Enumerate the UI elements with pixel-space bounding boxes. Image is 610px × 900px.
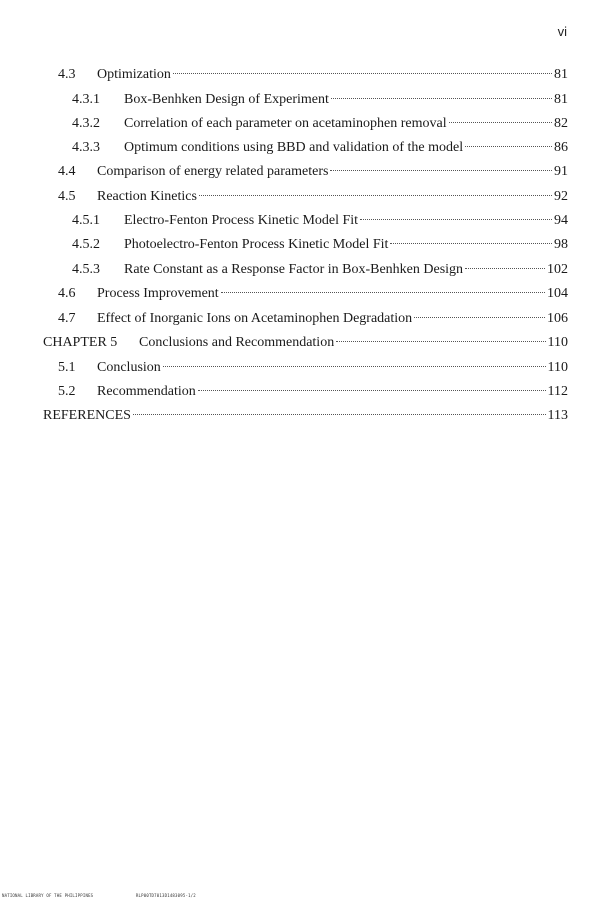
- footer-library-name: NATIONAL LIBRARY OF THE PHILIPPINES: [2, 893, 94, 898]
- footer-document-id: RLP00TD7013D1483095-1/2: [135, 893, 196, 898]
- toc-entry-number: 4.3.1: [72, 92, 100, 107]
- toc-entry-title: Box-Benhken Design of Experiment: [124, 92, 329, 107]
- library-footer: [2, 893, 236, 898]
- toc-entry-title: Photoelectro-Fenton Process Kinetic Model Fit: [124, 237, 389, 252]
- toc-entry-title: Optimization: [97, 67, 171, 82]
- dot-leader: [221, 292, 545, 293]
- toc-entry-page: 91: [554, 164, 568, 179]
- toc-entry-page: 82: [554, 116, 568, 131]
- toc-entry-4-3-3[interactable]: [72, 138, 568, 158]
- dot-leader: [465, 146, 552, 147]
- toc-entry-title: Conclusions and Recommendation: [139, 335, 335, 350]
- toc-entry-title: Process Improvement: [97, 286, 219, 301]
- toc-entry-5-2[interactable]: [58, 382, 568, 402]
- toc-entry-page: 112: [547, 384, 568, 399]
- toc-entry-number: 4.5.3: [72, 262, 100, 277]
- toc-entry-4-4[interactable]: [58, 162, 568, 182]
- toc-entry-title: Effect of Inorganic Ions on Acetaminophen Degradation: [97, 311, 413, 326]
- dot-leader: [330, 170, 552, 171]
- toc-entry-4-5-2[interactable]: [72, 235, 568, 255]
- toc-entry-page: 92: [554, 189, 568, 204]
- dot-leader: [465, 268, 545, 269]
- dot-leader: [414, 317, 545, 318]
- toc-entry-title: Optimum conditions using BBD and validation of the model: [124, 140, 464, 155]
- dot-leader: [173, 73, 552, 74]
- page-number: vi: [557, 24, 567, 39]
- toc-entry-4-5[interactable]: [58, 187, 568, 207]
- toc-entry-references[interactable]: [43, 406, 568, 426]
- toc-entry-4-3-2[interactable]: [72, 114, 568, 134]
- toc-entry-title: REFERENCES: [43, 408, 131, 423]
- toc-entry-number: 4.5.2: [72, 237, 100, 252]
- toc-entry-title: Conclusion: [97, 360, 161, 375]
- toc-entry-page: 113: [547, 408, 568, 423]
- toc-entry-number: 4.5.1: [72, 213, 100, 228]
- toc-entry-title: Comparison of energy related parameters: [97, 164, 329, 179]
- toc-entry-number: 4.3.2: [72, 116, 100, 131]
- toc-entry-page: 106: [547, 311, 568, 326]
- toc-entry-number: 4.3.3: [72, 140, 100, 155]
- dot-leader: [163, 366, 546, 367]
- toc-entry-4-6[interactable]: [58, 284, 568, 304]
- toc-entry-page: 102: [547, 262, 568, 277]
- dot-leader: [331, 98, 552, 99]
- toc-entry-number: 4.7: [58, 311, 76, 326]
- toc-entry-4-5-1[interactable]: [72, 211, 568, 231]
- dot-leader: [199, 195, 552, 196]
- toc-entry-page: 98: [554, 237, 568, 252]
- dot-leader: [133, 414, 546, 415]
- toc-entry-4-5-3[interactable]: [72, 260, 568, 280]
- toc-entry-title: Recommendation: [97, 384, 196, 399]
- toc-entry-page: 110: [547, 335, 568, 350]
- toc-entry-number: 5.1: [58, 360, 76, 375]
- dot-leader: [198, 390, 546, 391]
- toc-entry-4-7[interactable]: [58, 309, 568, 329]
- toc-entry-title: Electro-Fenton Process Kinetic Model Fit: [124, 213, 359, 228]
- toc-entry-4-3[interactable]: [58, 65, 568, 85]
- toc-entry-page: 81: [554, 67, 568, 82]
- dot-leader: [360, 219, 552, 220]
- toc-entry-page: 94: [554, 213, 568, 228]
- toc-entry-chapter-5[interactable]: [43, 333, 568, 353]
- toc-entry-number: 4.5: [58, 189, 76, 204]
- toc-entry-page: 104: [547, 286, 568, 301]
- dot-leader: [390, 243, 552, 244]
- toc-entry-page: 86: [554, 140, 568, 155]
- toc-entry-page: 110: [547, 360, 568, 375]
- toc-entry-page: 81: [554, 92, 568, 107]
- dot-leader: [449, 122, 552, 123]
- toc-entry-number: 4.4: [58, 164, 76, 179]
- toc-entry-number: CHAPTER 5: [43, 335, 118, 350]
- toc-entry-number: 4.6: [58, 286, 76, 301]
- toc-entry-5-1[interactable]: [58, 358, 568, 378]
- toc-entry-4-3-1[interactable]: [72, 90, 568, 110]
- toc-entry-title: Rate Constant as a Response Factor in Box-Benhken Design: [124, 262, 464, 277]
- toc-entry-title: Reaction Kinetics: [97, 189, 197, 204]
- dot-leader: [336, 341, 545, 342]
- toc-entry-title: Correlation of each parameter on acetaminophen removal: [124, 116, 447, 131]
- toc-entry-number: 5.2: [58, 384, 76, 399]
- toc-entry-number: 4.3: [58, 67, 76, 82]
